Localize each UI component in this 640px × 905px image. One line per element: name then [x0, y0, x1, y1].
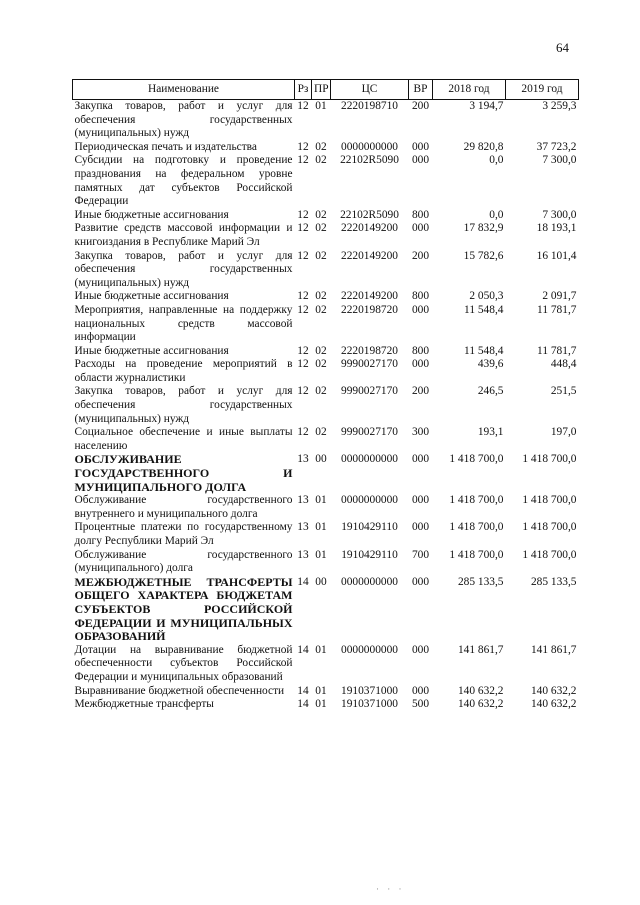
header-name: Наименование: [73, 80, 295, 100]
cell-2019: 285 133,5: [530, 575, 577, 588]
cell-rz: 14: [297, 643, 309, 656]
table-row: [73, 453, 579, 494]
table-row: [73, 141, 579, 155]
cell-pr: 01: [315, 494, 327, 507]
cell-rz: 12: [297, 154, 309, 167]
cell-cs: 9990027170: [341, 358, 398, 371]
table-row: [73, 209, 579, 223]
header-2019: 2019 год: [506, 80, 579, 100]
cell-pr: 01: [315, 548, 327, 561]
cell-cs: 9990027170: [341, 426, 398, 439]
cell-name: Закупка товаров, работ и услуг для обеспечения государственных (муниципальных) нужд: [74, 385, 293, 425]
table-row: [73, 698, 579, 712]
cell-2018: 11 548,4: [464, 303, 504, 316]
cell-cs: 1910429110: [341, 548, 398, 561]
cell-vr: 000: [411, 154, 430, 167]
cell-vr: 500: [411, 698, 430, 711]
table-row: [73, 644, 579, 685]
cell-rz: 12: [297, 222, 309, 235]
cell-cs: 0000000000: [341, 575, 398, 588]
table-row: [73, 385, 579, 426]
cell-2018: 0,0: [489, 154, 504, 167]
cell-pr: 02: [315, 290, 327, 303]
cell-cs: 22102R5090: [340, 208, 399, 221]
cell-2019: 3 259,3: [542, 100, 577, 112]
cell-pr: 00: [315, 453, 327, 466]
cell-2019: 140 632,2: [530, 698, 577, 711]
cell-2019: 11 781,7: [537, 344, 577, 357]
table-row: [73, 521, 579, 548]
cell-vr: 000: [411, 222, 430, 235]
table-row: [73, 222, 579, 249]
cell-2019: 16 101,4: [536, 249, 577, 262]
cell-rz: 12: [297, 249, 309, 262]
cell-2018: 29 820,8: [463, 140, 504, 153]
cell-2019: 448,4: [550, 358, 577, 371]
cell-name: Иные бюджетные ассигнования: [74, 208, 229, 221]
cell-2019: 7 300,0: [542, 154, 577, 167]
table-row: [73, 290, 579, 304]
cell-2019: 11 781,7: [537, 303, 577, 316]
cell-cs: 0000000000: [341, 453, 398, 466]
header-2018: 2018 год: [433, 80, 506, 100]
cell-cs: 0000000000: [341, 140, 398, 153]
cell-rz: 12: [297, 290, 309, 303]
cell-2019: 1 418 700,0: [522, 453, 577, 466]
cell-pr: 02: [315, 358, 327, 371]
cell-vr: 000: [411, 453, 430, 466]
cell-pr: 02: [315, 344, 327, 357]
cell-name: Расходы на проведение мероприятий в области журналистики: [74, 358, 293, 384]
cell-2018: 1 418 700,0: [449, 521, 504, 534]
cell-vr: 800: [411, 290, 430, 303]
cell-pr: 02: [315, 249, 327, 262]
cell-2019: 7 300,0: [542, 208, 577, 221]
cell-name: Иные бюджетные ассигнования: [74, 290, 229, 303]
cell-vr: 200: [411, 385, 430, 398]
cell-pr: 02: [315, 140, 327, 153]
cell-rz: 14: [297, 698, 309, 711]
cell-2018: 140 632,2: [457, 698, 504, 711]
cell-name: Субсидии на подготовку и проведение празднования на федеральном уровне памятных дат субъектов Российской Федерации: [74, 154, 293, 208]
cell-vr: 000: [411, 303, 430, 316]
table-row: [73, 494, 579, 521]
cell-2018: 439,6: [477, 358, 504, 371]
header-rz: Рз: [295, 80, 312, 100]
cell-2018: 0,0: [489, 208, 504, 221]
table-row: [73, 358, 579, 385]
cell-cs: 2220198710: [341, 100, 398, 112]
cell-name: Обслуживание государственного внутреннего и муниципального долга: [74, 494, 293, 520]
cell-name: Периодическая печать и издательства: [74, 140, 257, 153]
cell-name: Выравнивание бюджетной обеспеченности: [74, 684, 285, 697]
cell-2019: 37 723,2: [536, 140, 577, 153]
cell-pr: 01: [315, 100, 327, 112]
cell-vr: 000: [411, 643, 430, 656]
cell-2018: 285 133,5: [457, 575, 504, 588]
cell-name: Закупка товаров, работ и услуг для обеспечения государственных (муниципальных) нужд: [74, 100, 293, 140]
cell-cs: 0000000000: [341, 494, 398, 507]
cell-cs: 2220198720: [341, 303, 398, 316]
cell-vr: 000: [411, 140, 430, 153]
cell-vr: 000: [411, 358, 430, 371]
cell-2018: 246,5: [477, 385, 504, 398]
cell-2018: 17 832,9: [463, 222, 504, 235]
cell-rz: 13: [297, 453, 309, 466]
cell-vr: 200: [411, 100, 430, 112]
cell-cs: 22102R5090: [340, 154, 399, 167]
cell-vr: 300: [411, 426, 430, 439]
cell-name: Иные бюджетные ассигнования: [74, 344, 229, 357]
page-number: 64: [556, 40, 569, 55]
cell-2018: 1 418 700,0: [449, 548, 504, 561]
cell-cs: 9990027170: [341, 385, 398, 398]
cell-rz: 12: [297, 140, 309, 153]
cell-2019: 141 861,7: [530, 643, 577, 656]
cell-name: Дотации на выравнивание бюджетной обеспеченности субъектов Российской Федерации и муниципальных образований: [74, 643, 293, 683]
cell-2019: 1 418 700,0: [522, 521, 577, 534]
cell-cs: 2220149200: [341, 249, 398, 262]
cell-rz: 12: [297, 358, 309, 371]
cell-name: Закупка товаров, работ и услуг для обеспечения государственных (муниципальных) нужд: [74, 249, 293, 289]
cell-pr: 02: [315, 385, 327, 398]
table-body: [73, 100, 579, 712]
cell-2018: 193,1: [477, 426, 504, 439]
cell-rz: 13: [297, 521, 309, 534]
budget-table: [72, 79, 579, 712]
cell-2018: 2 050,3: [469, 290, 504, 303]
cell-2019: 2 091,7: [542, 290, 577, 303]
cell-rz: 14: [297, 575, 309, 588]
table-row: [73, 685, 579, 699]
cell-pr: 02: [315, 154, 327, 167]
cell-name: МЕЖБЮДЖЕТНЫЕ ТРАНСФЕРТЫ ОБЩЕГО ХАРАКТЕРА БЮДЖЕТАМ СУБЪЕКТОВ РОССИЙСКОЙ ФЕДЕРАЦИИ И МУНИЦИПАЛЬНЫХ ОБРАЗОВАНИЙ: [74, 574, 293, 644]
cell-rz: 12: [297, 344, 309, 357]
cell-vr: 000: [411, 521, 430, 534]
cell-cs: 1910429110: [341, 521, 398, 534]
table-row: [73, 549, 579, 576]
cell-pr: 02: [315, 303, 327, 316]
cell-2018: 140 632,2: [457, 684, 504, 697]
footer-mark: · · ·: [376, 884, 405, 894]
cell-name: Процентные платежи по государственному долгу Республики Марий Эл: [74, 521, 293, 547]
header-vr: ВР: [409, 80, 433, 100]
cell-2018: 1 418 700,0: [449, 453, 504, 466]
table-row: [73, 345, 579, 359]
table-row: [73, 426, 579, 453]
cell-vr: 200: [411, 249, 430, 262]
cell-2019: 197,0: [550, 426, 577, 439]
cell-rz: 12: [297, 385, 309, 398]
cell-2019: 1 418 700,0: [522, 494, 577, 507]
cell-name: Межбюджетные трансферты: [74, 698, 214, 711]
cell-name: Обслуживание государственного (муниципального) долга: [74, 548, 293, 575]
cell-2018: 15 782,6: [463, 249, 504, 262]
cell-pr: 02: [315, 208, 327, 221]
cell-pr: 02: [315, 222, 327, 235]
cell-name: Мероприятия, направленные на поддержку национальных средств массовой информации: [74, 303, 293, 344]
cell-pr: 01: [315, 698, 327, 711]
cell-name: Социальное обеспечение и иные выплаты населению: [74, 426, 293, 452]
table-header-row: [73, 80, 579, 100]
cell-rz: 12: [297, 208, 309, 221]
cell-rz: 13: [297, 494, 309, 507]
header-pr: ПР: [312, 80, 331, 100]
cell-pr: 01: [315, 643, 327, 656]
cell-cs: 2220149200: [341, 290, 398, 303]
cell-rz: 12: [297, 303, 309, 316]
cell-cs: 1910371000: [341, 698, 398, 711]
cell-2019: 18 193,1: [536, 222, 577, 235]
cell-cs: 1910371000: [341, 684, 398, 697]
cell-2019: 251,5: [550, 385, 577, 398]
cell-rz: 14: [297, 684, 309, 697]
cell-2019: 1 418 700,0: [522, 548, 577, 561]
cell-pr: 01: [315, 521, 327, 534]
cell-rz: 12: [297, 100, 309, 112]
cell-2018: 11 548,4: [464, 344, 504, 357]
cell-pr: 00: [315, 575, 327, 588]
table-row: [73, 154, 579, 208]
cell-vr: 000: [411, 494, 430, 507]
table-row: [73, 250, 579, 291]
cell-vr: 800: [411, 344, 430, 357]
table-row: [73, 576, 579, 644]
cell-vr: 000: [411, 684, 430, 697]
header-cs: ЦС: [331, 80, 409, 100]
table-row: [73, 304, 579, 345]
cell-vr: 800: [411, 208, 430, 221]
cell-name: Развитие средств массовой информации и книгоиздания в Республике Марий Эл: [74, 222, 293, 248]
cell-2019: 140 632,2: [530, 684, 577, 697]
cell-rz: 12: [297, 426, 309, 439]
cell-cs: 2220149200: [341, 222, 398, 235]
cell-vr: 700: [411, 548, 430, 561]
cell-pr: 02: [315, 426, 327, 439]
cell-pr: 01: [315, 684, 327, 697]
cell-vr: 000: [411, 575, 430, 588]
table-row: [73, 100, 579, 141]
cell-2018: 3 194,7: [469, 100, 504, 112]
cell-cs: 2220198720: [341, 344, 398, 357]
cell-2018: 141 861,7: [457, 643, 504, 656]
cell-name: ОБСЛУЖИВАНИЕ ГОСУДАРСТВЕННОГО И МУНИЦИПАЛЬНОГО ДОЛГА: [74, 452, 293, 494]
cell-2018: 1 418 700,0: [449, 494, 504, 507]
cell-cs: 0000000000: [341, 643, 398, 656]
cell-rz: 13: [297, 548, 309, 561]
